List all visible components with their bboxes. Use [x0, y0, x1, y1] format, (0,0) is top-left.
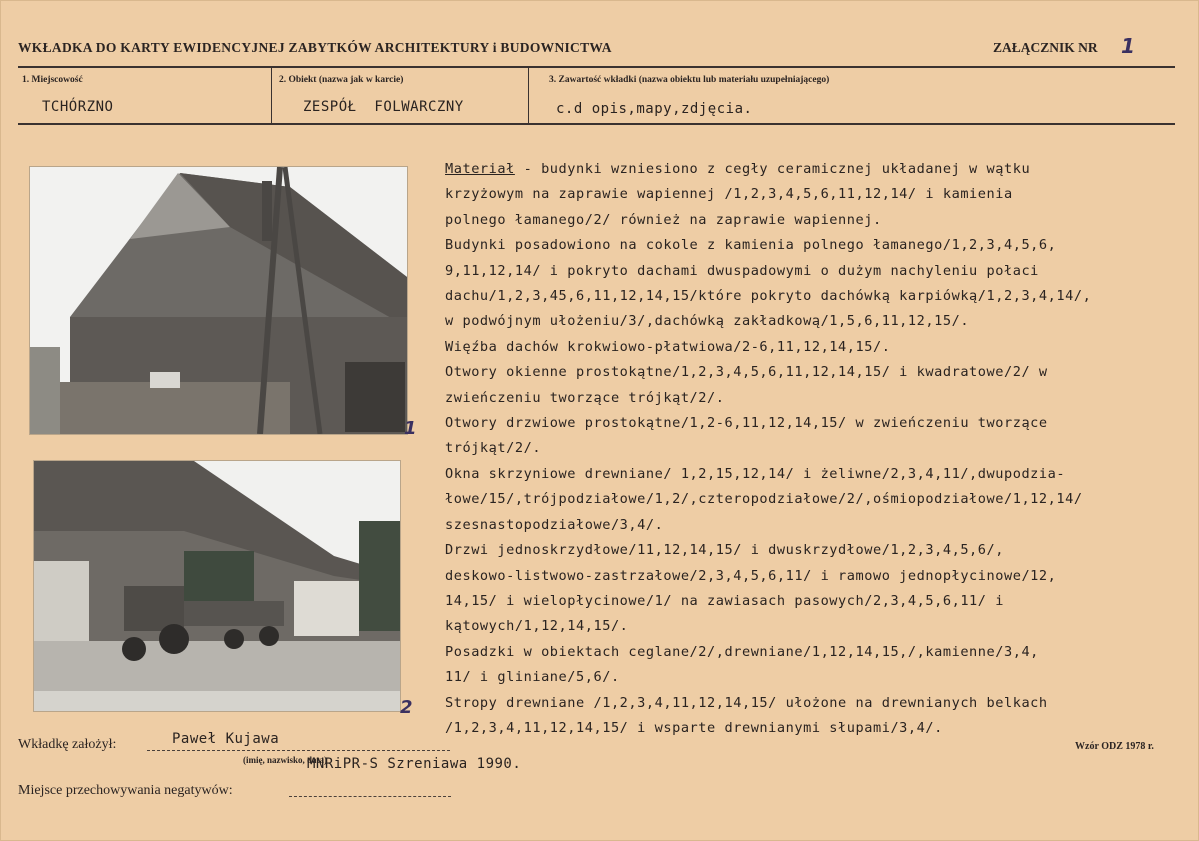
- founder-dotline: [147, 750, 450, 751]
- description-line: Stropy drewniane /1,2,3,4,11,12,14,15/ ułożone na drewnianych belkach: [445, 694, 1048, 711]
- object-label: 2. Obiekt (nazwa jak w karcie): [279, 75, 404, 85]
- description-line: Okna skrzyniowe drewniane/ 1,2,15,12,14/ i żeliwne/2,3,4,11/,dwupodzia-: [445, 465, 1066, 482]
- description-line: w podwójnym ułożeniu/3/,dachówką zakładkową/1,5,6,11,12,15/.: [445, 313, 970, 330]
- description-text: [445, 157, 1185, 741]
- document-title: WKŁADKA DO KARTY EWIDENCYJNEJ ZABYTKÓW ARCHITEKTURY i BUDOWNICTWA: [18, 40, 612, 55]
- description-line: dachu/1,2,3,45,6,11,12,14,15/które pokryto dachówką karpiówką/1,2,3,4,14/,: [445, 288, 1092, 305]
- founder-caption: (imię, nazwisko, data): [243, 755, 327, 765]
- photo-farm-buildings: [33, 460, 401, 712]
- founder-value: Paweł Kujawa: [172, 731, 280, 747]
- founder-label: Wkładkę założył:: [18, 737, 117, 752]
- photo-number-1: 1: [404, 418, 417, 439]
- form-code: Wzór ODZ 1978 r.: [1075, 741, 1154, 752]
- description-line: 11/ i gliniane/5,6/.: [445, 669, 620, 686]
- annex-number: 1: [1121, 34, 1135, 58]
- field-divider-2: [528, 68, 529, 123]
- description-line: Drzwi jednoskrzydłowe/11,12,14,15/ i dwuskrzydłowe/1,2,3,4,5,6/,: [445, 542, 1004, 559]
- description-line: /1,2,3,4,11,12,14,15/ i wsparte drewnianymi słupami/3,4/.: [445, 719, 943, 736]
- photo-number-2: 2: [400, 697, 413, 718]
- description-line: 14,15/ i wielopłycinowe/1/ na zawiasach pasowych/2,3,4,5,6,11/ i: [445, 592, 1004, 609]
- header-rule-bottom: [18, 123, 1175, 125]
- description-line: szesnastopodziałowe/3,4/.: [445, 516, 664, 533]
- annex-label: ZAŁĄCZNIK NR: [993, 40, 1098, 55]
- institution-text: MNRiPR-S Szreniawa 1990.: [307, 756, 522, 772]
- description-line: polnego łamanego/2/ również na zaprawie wapiennej.: [445, 211, 882, 228]
- description-heading: Materiał: [445, 161, 515, 177]
- farm-buildings-illustration: [34, 461, 400, 711]
- photo-barn-gable: [29, 166, 408, 435]
- field-divider-1: [271, 68, 272, 123]
- description-line: krzyżowym na zaprawie wapiennej /1,2,3,4,5,6,11,12,14/ i kamienia: [445, 186, 1013, 203]
- description-line: Więźba dachów krokwiowo-płatwiowa/2-6,11,12,14,15/.: [445, 338, 891, 355]
- description-line: deskowo-listwowo-zastrzałowe/2,3,4,5,6,11/ i ramowo jednopłycinowe/12,: [445, 567, 1057, 584]
- description-line: Posadzki w obiektach ceglane/2/,drewniane/1,12,14,15,/,kamienne/3,4,: [445, 643, 1039, 660]
- locality-value: TCHÓRZNO: [42, 99, 114, 115]
- contents-value: c.d opis,mapy,zdjęcia.: [556, 101, 753, 117]
- description-line: Otwory okienne prostokątne/1,2,3,4,5,6,11,12,14,15/ i kwadratowe/2/ w: [445, 364, 1048, 381]
- description-line: łowe/15/,trójpodziałowe/1,2/,czteropodziałowe/2/,ośmiopodziałowe/1,12,14/: [445, 491, 1083, 508]
- locality-label: 1. Miejscowość: [22, 75, 83, 85]
- barn-gable-illustration: [30, 167, 407, 434]
- description-line: Budynki posadowiono na cokole z kamienia polnego łamanego/1,2,3,4,5,6,: [445, 237, 1057, 254]
- description-line: zwieńczeniu tworzące trójkąt/2/.: [445, 389, 725, 406]
- negatives-label: Miejsce przechowywania negatywów:: [18, 783, 233, 798]
- description-line: trójkąt/2/.: [445, 440, 542, 457]
- description-line: - budynki wzniesiono z cegły ceramicznej układanej w wątku: [514, 161, 1031, 177]
- description-line: 9,11,12,14/ i pokryto dachami dwuspadowymi o dużym nachyleniu połaci: [445, 262, 1039, 279]
- header-rule-top: [18, 66, 1175, 68]
- description-line: Otwory drzwiowe prostokątne/1,2-6,11,12,14,15/ w zwieńczeniu tworzące: [445, 415, 1048, 432]
- contents-label: 3. Zawartość wkładki (nazwa obiektu lub materiału uzupełniającego): [549, 75, 830, 85]
- negatives-dotline: [289, 796, 451, 797]
- object-value: ZESPÓŁ FOLWARCZNY: [303, 99, 464, 115]
- description-line: kątowych/1,12,14,15/.: [445, 618, 629, 635]
